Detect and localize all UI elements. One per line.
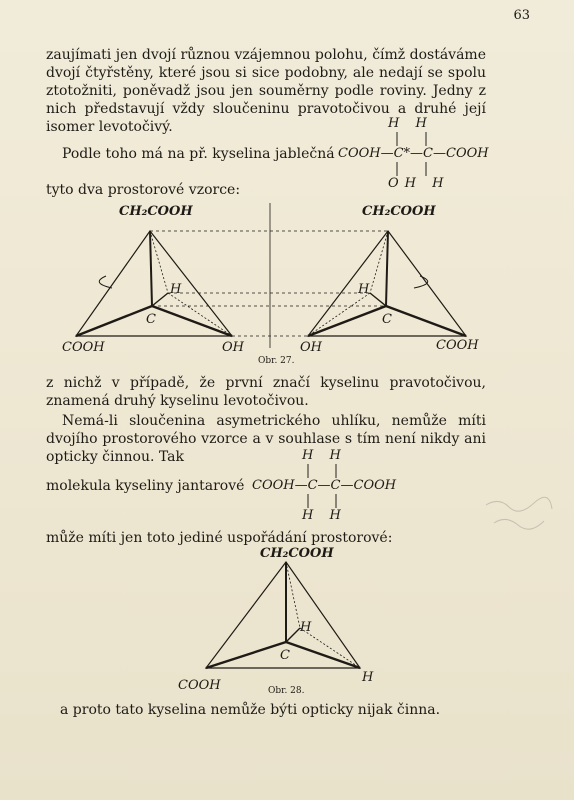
final-sentence: a proto tato kyselina nemůže býti opticky nijak činna. [60, 702, 441, 718]
formula-bonds [252, 448, 412, 528]
single-arrangement-text: může míti jen toto jediné uspořádání prostorové: [46, 530, 393, 546]
paragraph-asymmetric-carbon: Nemá-li sloučenina asymetrického uhlíku, nemůže míti dvojího prostorového vzorce a v souhlase s tím není nikdy ani opticky činnou. Tak [46, 413, 486, 465]
fig28-h-label: H [300, 620, 312, 635]
figure-28-caption: Obr. 28. [268, 686, 305, 696]
fig27-left-h-label: H [170, 282, 182, 297]
malic-acid-intro: Podle toho má na př. kyselina jablečná [62, 146, 335, 162]
succinic-acid-intro: molekula kyseliny jantarové [46, 478, 245, 494]
formula-main-row: COOH—C—C—COOH [252, 478, 397, 493]
fig27-left-bottom-right-label: OH [222, 340, 244, 355]
fig27-right-h-label: H [358, 282, 370, 297]
page-number: 63 [513, 8, 530, 23]
succinic-acid-formula [252, 448, 412, 528]
formula-top-row: H H [302, 448, 347, 463]
formula-bonds [338, 116, 498, 196]
fig28-c-label: C [280, 648, 290, 663]
paragraph-isomers: zaujímati jen dvojí různou vzájemnou polohu, čímž dostáváme dvojí čtyřstěny, které jsou si sice podobny, ale nedají se spolu ztotožniti, poněvadž jsou jen souměrny podle roviny. Jedny z nich představují vždy sloučeninu pravotočivou a druhé její isomer levotočivý. [46, 47, 486, 135]
malic-acid-formula [338, 116, 498, 196]
fig27-right-top-label: CH₂COOH [362, 204, 436, 219]
two-formulas-text: tyto dva prostorové vzorce: [46, 182, 241, 198]
fig28-top-label: CH₂COOH [260, 546, 334, 561]
fig28-bottom-right-label: H [362, 670, 374, 685]
pencil-annotation [484, 495, 554, 535]
figure-28 [0, 544, 574, 684]
fig27-left-bottom-left-label: COOH [62, 340, 105, 355]
formula-main-row: COOH—C*—C—COOH [338, 146, 489, 161]
fig27-right-c-label: C [382, 312, 392, 327]
fig28-bottom-left-label: COOH [178, 678, 221, 693]
fig27-right-bottom-left-label: OH [300, 340, 322, 355]
formula-top-row: H H [388, 116, 433, 131]
paragraph-levorotatory: z nichž v případě, že první značí kyselinu pravotočivou, znamená druhý kyselinu levotočivou. [46, 375, 486, 409]
formula-bottom-row: OH H [388, 176, 450, 191]
formula-bottom-row: H H [302, 508, 347, 523]
fig27-left-top-label: CH₂COOH [119, 204, 193, 219]
figure-27-caption: Obr. 27. [258, 356, 295, 366]
fig27-left-c-label: C [146, 312, 156, 327]
fig27-right-bottom-right-label: COOH [436, 338, 479, 353]
